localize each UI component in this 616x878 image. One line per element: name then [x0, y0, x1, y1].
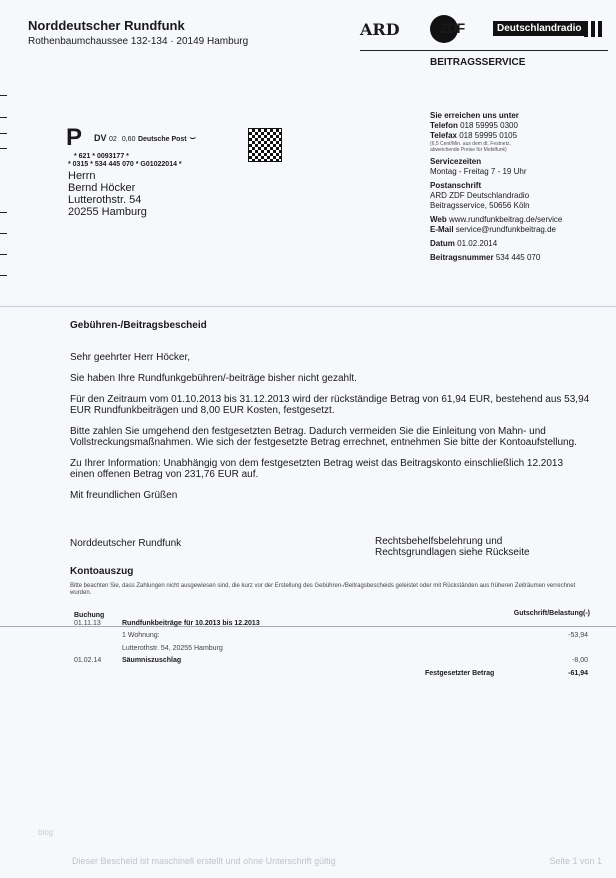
row-amount: -53,94: [568, 632, 588, 639]
fold-mark: [0, 95, 7, 96]
row-text: Rundfunkbeiträge für 10.2013 bis 12.2013: [122, 620, 260, 627]
fold-mark: [0, 233, 7, 234]
datamatrix-code: [248, 128, 282, 162]
number-label: Beitragsnummer: [430, 253, 494, 262]
total-amount: -61,94: [568, 670, 588, 677]
statement-title: Kontoauszug: [70, 566, 134, 577]
page-number: Seite 1 von 1: [549, 856, 602, 866]
footer-note: Dieser Bescheid ist maschinell erstellt und ohne Unterschrift gültig: [72, 856, 336, 866]
statement-note: Bitte beachten Sie, dass Zahlungen nicht ausgewiesen sind, die kurz vor der Erstellung des Gebühren-/Beitragsbescheids geleistet oder mit Rückständen aus früheren Zeiträumen verrechnet wurden.: [70, 583, 576, 596]
cost-note: abweichende Preise für Mobilfunk): [430, 147, 507, 153]
row-date: 01.02.14: [74, 657, 102, 664]
recipient-street: Lutterothstr. 54: [68, 194, 142, 206]
post-address: Beitragsservice, 50656 Köln: [430, 201, 530, 210]
fold-mark: [0, 212, 7, 213]
postage-line: [94, 132, 196, 145]
col-booking: Buchung: [74, 612, 105, 619]
paragraph: Zu Ihrer Information: Unabhängig von dem festgesetzten Betrag weist das Beitragskonto einschließlich 12.2013 einen offenen Betrag von 231,76 EUR auf.: [70, 458, 564, 480]
web-link[interactable]: www.rundfunkbeitrag.de/service: [448, 215, 563, 224]
row-text: Säumniszuschlag: [122, 657, 182, 664]
paragraph: Für den Zeitraum vom 01.10.2013 bis 31.12.2013 wird der rückständige Betrag von 61,94 EUR, bestehend aus 53,94 EUR Rundfunkbeiträgen und 8,00 EUR Kosten, festgesetzt.: [70, 394, 590, 416]
legal-note: [375, 536, 530, 558]
fold-mark: [0, 254, 7, 255]
postage-code: 02: [109, 136, 117, 143]
row-text: 1 Wohnung:: [122, 632, 160, 639]
sender-address: Rothenbaumchaussee 132-134 · 20149 Hamburg: [28, 36, 249, 47]
watermark: blog: [38, 828, 54, 837]
recipient-address: [68, 170, 147, 218]
greeting: Sehr geehrter Herr Höcker,: [70, 352, 191, 363]
email-label: E-Mail: [430, 225, 454, 234]
beitragsservice-label: BEITRAGSSERVICE: [430, 57, 526, 68]
dradio-logo: Deutschlandradio: [493, 21, 585, 36]
recipient-city: 20255 Hamburg: [68, 206, 147, 218]
postage-line1: * 621 * 0093177 *: [74, 153, 129, 160]
col-amount: Gutschrift/Belastung(-): [513, 610, 590, 617]
email-link[interactable]: service@rundfunkbeitrag.de: [455, 225, 556, 234]
phone-number: 018 59995 0300: [460, 121, 518, 130]
date-value: 01.02.2014: [457, 239, 498, 248]
recipient-name: Bernd Höcker: [68, 182, 136, 194]
number-value: 534 445 070: [495, 253, 541, 262]
dradio-bars: [584, 21, 604, 37]
postage-price: 0,60: [121, 136, 136, 143]
row-amount: -8,00: [572, 657, 588, 664]
ard-logo: ARD: [360, 20, 400, 39]
legal-line: Rechtsbehelfsbelehrung und: [375, 536, 503, 547]
hours: Montag - Freitag 7 - 19 Uhr: [430, 167, 527, 176]
total-label: Festgesetzter Betrag: [425, 670, 495, 677]
fold-mark: [0, 117, 7, 118]
web-label: Web: [430, 215, 447, 224]
row-text: Lutterothstr. 54, 20255 Hamburg: [122, 645, 223, 652]
fax-number: 018 59995 0105: [459, 131, 518, 140]
postage-line2: * 0315 * 534 445 070 * G01022014 *: [68, 161, 182, 168]
letter-body: [70, 352, 590, 511]
header-rule: [360, 50, 608, 51]
reach-label: Sie erreichen uns unter: [430, 111, 519, 120]
postage-dv: DV: [94, 133, 107, 143]
subject: Gebühren-/Beitragsbescheid: [70, 320, 207, 331]
paragraph: Bitte zahlen Sie umgehend den festgesetzten Betrag. Dadurch vermeiden Sie die Einleitung von Mahn- und Vollstreckungsmaßnahmen. Wie sich der festgesetzte Betrag errechnet, entnehmen Sie bitte der Kontoaufstellung.: [70, 426, 577, 448]
row-date: 01.11.13: [74, 620, 101, 627]
paragraph: Sie haben Ihre Rundfunkgebühren/-beiträge bisher nicht gezahlt.: [70, 373, 357, 384]
postage-p: P: [66, 124, 83, 151]
fold-mark: [0, 133, 7, 134]
date-label: Datum: [430, 239, 455, 248]
contact-block: [430, 111, 562, 263]
posthorn-icon: ⌣: [189, 132, 197, 144]
zdf-logo: ZDF: [440, 20, 465, 36]
legal-line: Rechtsgrundlagen siehe Rückseite: [375, 547, 530, 558]
post-address: ARD ZDF Deutschlandradio: [430, 191, 530, 200]
sender-name: Norddeutscher Rundfunk: [28, 18, 185, 33]
cost-note: (6,5 Cent/Min. aus dem dt. Festnetz,: [430, 141, 511, 147]
fold-mark: [0, 275, 7, 276]
phone-label: Telefon: [430, 121, 458, 130]
post-label: Postanschrift: [430, 181, 482, 190]
closing: Mit freundlichen Grüßen: [70, 490, 178, 501]
fold-line: [0, 306, 616, 307]
postage-carrier: Deutsche Post: [137, 136, 187, 143]
recipient-salutation: Herrn: [68, 170, 96, 182]
hours-label: Servicezeiten: [430, 157, 482, 166]
fold-mark: [0, 148, 7, 149]
signature: Norddeutscher Rundfunk: [70, 538, 182, 549]
fax-label: Telefax: [430, 131, 457, 140]
